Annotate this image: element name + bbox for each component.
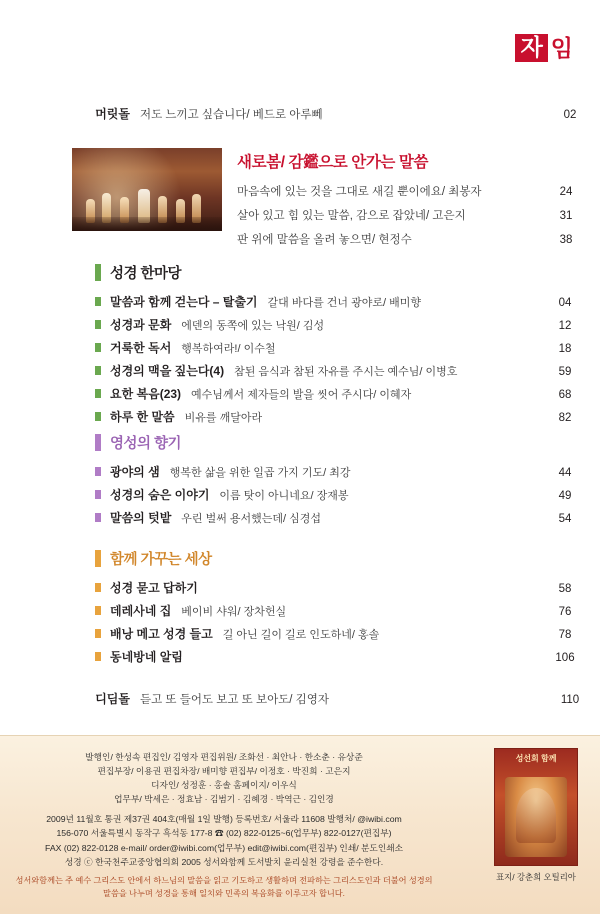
toc-row[interactable] bbox=[95, 408, 600, 425]
bottom-entry-page: 110 bbox=[560, 694, 580, 706]
masthead-logo bbox=[515, 34, 572, 62]
colophon-note: 성서와함께는 주 예수 그리스도 안에서 하느님의 말씀을 읽고 기도하고 생활하며 전파하는 그리스도인과 더불어 성경의 말씀을 나누며 성경을 통해 일치와 민족의 복음화를 이루고자 합니다. bbox=[15, 876, 433, 899]
feature-row-text: 살아 있고 힘 있는 말씀, 감으로 잡았네/ 고은지 bbox=[237, 210, 466, 222]
toc-row-desc: 갈대 바다를 건너 광야로/ 배미향 bbox=[267, 297, 421, 309]
toc-row[interactable] bbox=[95, 339, 600, 356]
top-entry-label: 머릿돌 bbox=[95, 107, 130, 121]
section-spirituality bbox=[0, 432, 600, 532]
bullet-icon bbox=[95, 513, 101, 522]
colophon-line: 2009년 11월호 통권 제37권 404호(매월 1일 발행) 등록번호/ 서울라 11608 발행처/ @iwibi.com bbox=[46, 814, 402, 825]
colophon-line: 성경 ⓒ 한국천주교중앙협의회 2005 성서와함께 도서발치 윤리실천 강령을 준수한다. bbox=[64, 856, 384, 867]
bottom-entry-text: 듣고 또 들어도 보고 또 보아도/ 김영자 bbox=[140, 694, 329, 706]
toc-row-page: 76 bbox=[558, 606, 572, 618]
colophon-line: 편집부장/ 이용권 편집차장/ 배미향 편집부/ 이정호 · 박진희 · 고은지 bbox=[97, 766, 351, 777]
toc-row-desc: 행복한 삶을 위한 일곱 가지 기도/ 최강 bbox=[169, 467, 351, 479]
colophon-line: 디자인/ 성정훈 · 홍솔 홈페이지/ 이우식 bbox=[151, 780, 297, 791]
bullet-icon bbox=[95, 389, 101, 398]
toc-row-desc: 예수님께서 제자들의 발을 씻어 주시다/ 이혜자 bbox=[191, 389, 412, 401]
feature-block bbox=[0, 148, 600, 255]
colophon-line: 156-070 서울특별시 동작구 흑석동 177-8 ☎ (02) 822-0125~6(업무부) 822-0127(편집부) bbox=[56, 828, 392, 839]
toc-row[interactable] bbox=[95, 579, 600, 596]
section-header bbox=[95, 548, 600, 569]
bullet-icon bbox=[95, 490, 101, 499]
toc-row-title: 동네방네 알림 bbox=[110, 650, 183, 664]
toc-row-page: 04 bbox=[558, 297, 572, 309]
toc-row[interactable] bbox=[95, 602, 600, 619]
toc-row[interactable] bbox=[95, 486, 600, 503]
section-world-together bbox=[0, 548, 600, 671]
bullet-icon bbox=[95, 412, 101, 421]
top-entry-page: 02 bbox=[563, 109, 577, 121]
toc-row-page: 54 bbox=[558, 513, 572, 525]
toc-row[interactable] bbox=[95, 463, 600, 480]
section-color-bar bbox=[95, 550, 101, 567]
toc-row-page: 58 bbox=[558, 583, 572, 595]
bullet-icon bbox=[95, 652, 101, 661]
toc-row[interactable] bbox=[95, 385, 600, 402]
bullet-icon bbox=[95, 297, 101, 306]
bullet-icon bbox=[95, 320, 101, 329]
toc-row-page: 59 bbox=[558, 366, 572, 378]
logo-mark: 자 bbox=[515, 34, 548, 62]
toc-row-page: 106 bbox=[555, 652, 575, 664]
toc-row-title: 하루 한 말씀 bbox=[110, 410, 175, 424]
section-header bbox=[95, 262, 600, 283]
feature-row-page: 38 bbox=[559, 234, 573, 246]
toc-row-title: 거룩한 독서 bbox=[110, 341, 172, 355]
toc-row-page: 44 bbox=[558, 467, 572, 479]
toc-row[interactable] bbox=[95, 362, 600, 379]
cover-title: 성선회 함께 bbox=[515, 754, 557, 763]
colophon-lines bbox=[14, 750, 434, 869]
toc-row-page: 78 bbox=[558, 629, 572, 641]
feature-row-page: 24 bbox=[559, 186, 573, 198]
toc-row-title: 성경의 맥을 짚는다(4) bbox=[110, 364, 225, 378]
toc-row-title: 광야의 샘 bbox=[110, 465, 160, 479]
toc-row-title: 성경과 문화 bbox=[110, 318, 172, 332]
toc-row-page: 82 bbox=[558, 412, 572, 424]
toc-row-desc: 에덴의 동쪽에 있는 낙원/ 김성 bbox=[181, 320, 325, 332]
section-title: 영성의 향기 bbox=[110, 436, 182, 452]
feature-row bbox=[237, 207, 600, 223]
feature-row bbox=[237, 231, 600, 247]
colophon-line: 업무부/ 박세은 · 정효남 · 김범기 · 김혜경 · 박역근 · 김인경 bbox=[114, 794, 334, 805]
toc-row-title: 데레사네 집 bbox=[110, 604, 172, 618]
toc-row[interactable] bbox=[95, 509, 600, 526]
top-entry bbox=[0, 105, 600, 122]
toc-row[interactable] bbox=[95, 625, 600, 642]
toc-row-title: 성경 묻고 답하기 bbox=[110, 581, 198, 595]
bottom-entry bbox=[0, 690, 600, 707]
cover-thumbnail-block bbox=[490, 748, 582, 883]
toc-row-title: 말씀과 함께 걷는다 – 탈출기 bbox=[110, 295, 258, 309]
bullet-icon bbox=[95, 583, 101, 592]
bullet-icon bbox=[95, 606, 101, 615]
toc-row-desc: 베이비 샤워/ 장차헌실 bbox=[181, 606, 287, 618]
section-header bbox=[95, 432, 600, 453]
top-entry-text: 저도 느끼고 싶습니다/ 베드로 아루뻬 bbox=[140, 109, 323, 121]
toc-row-desc: 우린 벌써 용서했는데/ 심경섭 bbox=[181, 513, 322, 525]
bullet-icon bbox=[95, 467, 101, 476]
feature-row-text: 판 위에 말씀을 올려 놓으면/ 현정수 bbox=[237, 234, 412, 246]
bullet-icon bbox=[95, 366, 101, 375]
section-title: 성경 한마당 bbox=[110, 266, 182, 282]
colophon-line: FAX (02) 822-0128 e-mail/ order@iwibi.com(업무부) edit@iwibi.com(편집부) 인쇄/ 분도인쇄소 bbox=[45, 842, 403, 853]
toc-row-desc: 참된 음식과 참된 자유를 주시는 예수님/ 이병호 bbox=[234, 366, 458, 378]
toc-row-desc: 비유를 깨달아라 bbox=[184, 412, 263, 424]
toc-row-title: 성경의 숨은 이야기 bbox=[110, 488, 210, 502]
toc-row-title: 배낭 메고 성경 들고 bbox=[110, 627, 213, 641]
bottom-entry-label: 디딤돌 bbox=[95, 692, 130, 706]
toc-row-title: 요한 복음(23) bbox=[110, 387, 182, 401]
section-color-bar bbox=[95, 434, 101, 451]
feature-row-text: 마음속에 있는 것을 그대로 새길 뿐이에요/ 최봉자 bbox=[237, 186, 482, 198]
bullet-icon bbox=[95, 343, 101, 352]
toc-row-page: 12 bbox=[558, 320, 572, 332]
toc-row-page: 49 bbox=[558, 490, 572, 502]
feature-row bbox=[237, 183, 600, 199]
magazine-cover-image bbox=[494, 748, 578, 866]
toc-row-title: 말씀의 텃밭 bbox=[110, 511, 172, 525]
colophon-line: 발행인/ 한성속 편집인/ 김영자 편집위원/ 조화선 · 최안나 · 한소춘 · 유상준 bbox=[85, 752, 363, 762]
toc-row-desc: 행복하여라!/ 이수철 bbox=[181, 343, 276, 355]
feature-title: 새로봄/ 감鑑으로 안가는 말씀 bbox=[237, 154, 429, 171]
toc-row-desc: 길 아닌 길이 길로 인도하네/ 홍솔 bbox=[222, 629, 380, 641]
toc-row[interactable] bbox=[95, 316, 600, 333]
toc-row-page: 68 bbox=[558, 389, 572, 401]
section-color-bar bbox=[95, 264, 101, 281]
stage-performance-photo bbox=[72, 148, 222, 231]
toc-row[interactable] bbox=[95, 648, 600, 665]
toc-row-desc: 이름 탓이 아니네요/ 장재봉 bbox=[219, 490, 349, 502]
logo-word: 임 bbox=[550, 34, 572, 61]
bullet-icon bbox=[95, 629, 101, 638]
toc-row-page: 18 bbox=[558, 343, 572, 355]
section-bible-field bbox=[0, 262, 600, 431]
section-title: 함께 가꾸는 세상 bbox=[110, 552, 212, 568]
colophon bbox=[0, 735, 600, 914]
toc-row[interactable] bbox=[95, 293, 600, 310]
feature-row-page: 31 bbox=[559, 210, 573, 222]
cover-caption: 표지/ 강춘희 오틸리아 bbox=[496, 872, 576, 882]
